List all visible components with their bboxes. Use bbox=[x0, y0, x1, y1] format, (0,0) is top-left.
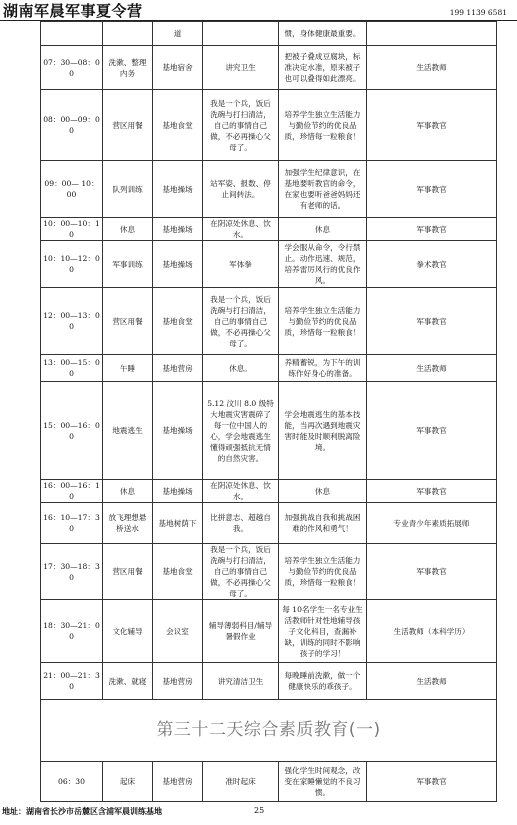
goal-cell: 惯，身体健康最重要。 bbox=[279, 22, 367, 46]
activity-cell: 洗漱、就寝 bbox=[103, 663, 153, 700]
location-cell: 基地食堂 bbox=[153, 288, 203, 355]
content-cell bbox=[203, 22, 279, 46]
schedule-row bbox=[41, 241, 497, 288]
activity-cell: 军事训练 bbox=[103, 241, 153, 288]
goal-cell: 加强学生纪律意识，在基地要听教官的命令，在家也要听爸爸妈妈还有老师的话。 bbox=[279, 161, 367, 218]
teacher-cell: 军事教官 bbox=[367, 382, 497, 480]
teacher-cell: 军事教官 bbox=[367, 90, 497, 161]
activity-cell: 休息 bbox=[103, 480, 153, 503]
footer-address: 地址：湖南省长沙市岳麓区含浦军晨训练基地 bbox=[2, 806, 162, 816]
schedule-row bbox=[41, 663, 497, 700]
teacher-cell: 专业青少年素质拓展师 bbox=[367, 503, 497, 544]
teacher-cell bbox=[367, 22, 497, 46]
location-cell: 会议室 bbox=[153, 600, 203, 663]
activity-cell: 午睡 bbox=[103, 355, 153, 382]
location-cell: 道 bbox=[153, 22, 203, 46]
content-cell: 辅导薄弱科目/辅导暑假作业 bbox=[203, 600, 279, 663]
schedule-row bbox=[41, 544, 497, 600]
section-title: 第三十二天综合素质教育(一) bbox=[41, 700, 497, 762]
activity-cell: 营区用餐 bbox=[103, 90, 153, 161]
schedule-row bbox=[41, 288, 497, 355]
teacher-cell: 军事教官 bbox=[367, 288, 497, 355]
content-cell: 休息。 bbox=[203, 355, 279, 382]
camp-title: 湖南军晨军事夏令营 bbox=[3, 2, 143, 20]
schedule-row bbox=[41, 22, 497, 46]
activity-cell bbox=[103, 22, 153, 46]
activity-cell: 放飞理想悬桥送水 bbox=[103, 503, 153, 544]
goal-cell: 学会服从命令，令行禁止。动作迅速、规范，培养雷厉风行的优良作风。 bbox=[279, 241, 367, 288]
schedule-row bbox=[41, 503, 497, 544]
activity-cell: 地震逃生 bbox=[103, 382, 153, 480]
content-cell: 我是一个兵，饭后洗碗与打扫清洁， 自己的事情自己做，不必再操心父母了。 bbox=[203, 544, 279, 600]
schedule-row bbox=[41, 46, 497, 90]
schedule-row bbox=[41, 218, 497, 241]
teacher-cell: 军事教官 bbox=[367, 161, 497, 218]
teacher-cell: 拳术教官 bbox=[367, 241, 497, 288]
teacher-cell: 军事教官 bbox=[367, 762, 497, 802]
schedule-row bbox=[41, 382, 497, 480]
schedule-row bbox=[41, 355, 497, 382]
time-cell: 16：10—17：30 bbox=[41, 503, 103, 544]
location-cell: 基地食堂 bbox=[153, 544, 203, 600]
teacher-cell: 军事教官 bbox=[367, 218, 497, 241]
location-cell: 基地营房 bbox=[153, 762, 203, 802]
goal-cell: 休息 bbox=[279, 480, 367, 503]
goal-cell: 每晚睡前洗漱，做一个健康快乐的乖孩子。 bbox=[279, 663, 367, 700]
time-cell: 10：10—12：00 bbox=[41, 241, 103, 288]
activity-cell: 队列训练 bbox=[103, 161, 153, 218]
time-cell: 15：00—16：00 bbox=[41, 382, 103, 480]
goal-cell: 培养学生独立生活能力与勤俭节约的优良品质，珍惜每一粒粮食！ bbox=[279, 544, 367, 600]
activity-cell: 休息 bbox=[103, 218, 153, 241]
content-cell: 准时起床 bbox=[203, 762, 279, 802]
location-cell: 基地营房 bbox=[153, 663, 203, 700]
goal-cell: 每 10名学生一名专业生活教师针对性地辅导孩子文化科目，查漏补缺，训练的同时不影响孩子的学习！ bbox=[279, 600, 367, 663]
teacher-cell: 军事教官 bbox=[367, 480, 497, 503]
page-number: 25 bbox=[254, 806, 265, 815]
location-cell: 基地操场 bbox=[153, 161, 203, 218]
location-cell: 基地操场 bbox=[153, 382, 203, 480]
location-cell: 基地营房 bbox=[153, 355, 203, 382]
content-cell: 站军姿、报数、停止间转法。 bbox=[203, 161, 279, 218]
schedule-table bbox=[40, 21, 497, 802]
time-cell: 13：00—15：00 bbox=[41, 355, 103, 382]
location-cell: 基地操场 bbox=[153, 218, 203, 241]
activity-cell: 起床 bbox=[103, 762, 153, 802]
time-cell: 18：30—21：00 bbox=[41, 600, 103, 663]
goal-cell: 强化学生时间观念，改变在家睡懒觉的不良习惯。 bbox=[279, 762, 367, 802]
time-cell: 17：30—18：30 bbox=[41, 544, 103, 600]
content-cell: 讲究清洁卫生 bbox=[203, 663, 279, 700]
teacher-cell: 生活教师 bbox=[367, 355, 497, 382]
goal-cell: 休息 bbox=[279, 218, 367, 241]
time-cell: 07：30—08：00 bbox=[41, 46, 103, 90]
content-cell: 5.12 汶川 8.0 级特大地震灾害震碎了每一位中国人的心，学会地震逃生懂得顽强抵抗无情的自然灾害。 bbox=[203, 382, 279, 480]
schedule-row bbox=[41, 90, 497, 161]
schedule-row bbox=[41, 600, 497, 663]
teacher-cell: 生活教师（本科学历） bbox=[367, 600, 497, 663]
activity-cell: 洗漱、整理内务 bbox=[103, 46, 153, 90]
time-cell bbox=[41, 22, 103, 46]
time-cell: 10：00—10：10 bbox=[41, 218, 103, 241]
location-cell: 基地操场 bbox=[153, 480, 203, 503]
content-cell: 比拼意志、超越自我。 bbox=[203, 503, 279, 544]
goal-cell: 培养学生独立生活能力与勤俭节约的优良品质，珍惜每一粒粮食！ bbox=[279, 90, 367, 161]
location-cell: 基地操场 bbox=[153, 241, 203, 288]
teacher-cell: 生活教师 bbox=[367, 663, 497, 700]
location-cell: 基地宿舍 bbox=[153, 46, 203, 90]
content-cell: 我是一个兵，饭后洗碗与打扫清洁， 自己的事情自己做，不必再操心父母了。 bbox=[203, 90, 279, 161]
activity-cell: 营区用餐 bbox=[103, 544, 153, 600]
goal-cell: 养精蓄锐，为下午的训练作好身心的准备。 bbox=[279, 355, 367, 382]
teacher-cell: 生活教师 bbox=[367, 46, 497, 90]
teacher-cell: 军事教官 bbox=[367, 544, 497, 600]
phone-number: 199 1139 6581 bbox=[449, 8, 507, 17]
content-cell: 在阴凉处休息、饮水。 bbox=[203, 480, 279, 503]
time-cell: 06：30 bbox=[41, 762, 103, 802]
activity-cell: 营区用餐 bbox=[103, 288, 153, 355]
location-cell: 基地食堂 bbox=[153, 90, 203, 161]
schedule-row bbox=[41, 161, 497, 218]
time-cell: 08：00—09：00 bbox=[41, 90, 103, 161]
goal-cell: 加强挑战自我和挑战困难的作风和勇气！ bbox=[279, 503, 367, 544]
schedule-body bbox=[41, 22, 497, 802]
content-cell: 我是一个兵，饭后洗碗与打扫清洁， 自己的事情自己做，不必再操心父母了。 bbox=[203, 288, 279, 355]
goal-cell: 培养学生独立生活能力与勤俭节约的优良品质，珍惜每一粒粮食！ bbox=[279, 288, 367, 355]
time-cell: 09：00— 10：00 bbox=[41, 161, 103, 218]
goal-cell: 把被子叠成豆腐块，标准决定水准，原来被子也可以叠得如此漂亮。 bbox=[279, 46, 367, 90]
content-cell: 讲究卫生 bbox=[203, 46, 279, 90]
location-cell: 基地树荫下 bbox=[153, 503, 203, 544]
activity-cell: 文化辅导 bbox=[103, 600, 153, 663]
schedule-row bbox=[41, 762, 497, 802]
time-cell: 21：00—21：30 bbox=[41, 663, 103, 700]
section-row bbox=[41, 700, 497, 762]
page-header bbox=[0, 0, 517, 22]
content-cell: 在阴凉处休息、饮水。 bbox=[203, 218, 279, 241]
time-cell: 12：00—13：00 bbox=[41, 288, 103, 355]
time-cell: 16：00—16：10 bbox=[41, 480, 103, 503]
content-cell: 军体拳 bbox=[203, 241, 279, 288]
goal-cell: 学会地震逃生的基本技能，当再次遇到地震灾害时能及时顺利脱离险境。 bbox=[279, 382, 367, 480]
schedule-row bbox=[41, 480, 497, 503]
